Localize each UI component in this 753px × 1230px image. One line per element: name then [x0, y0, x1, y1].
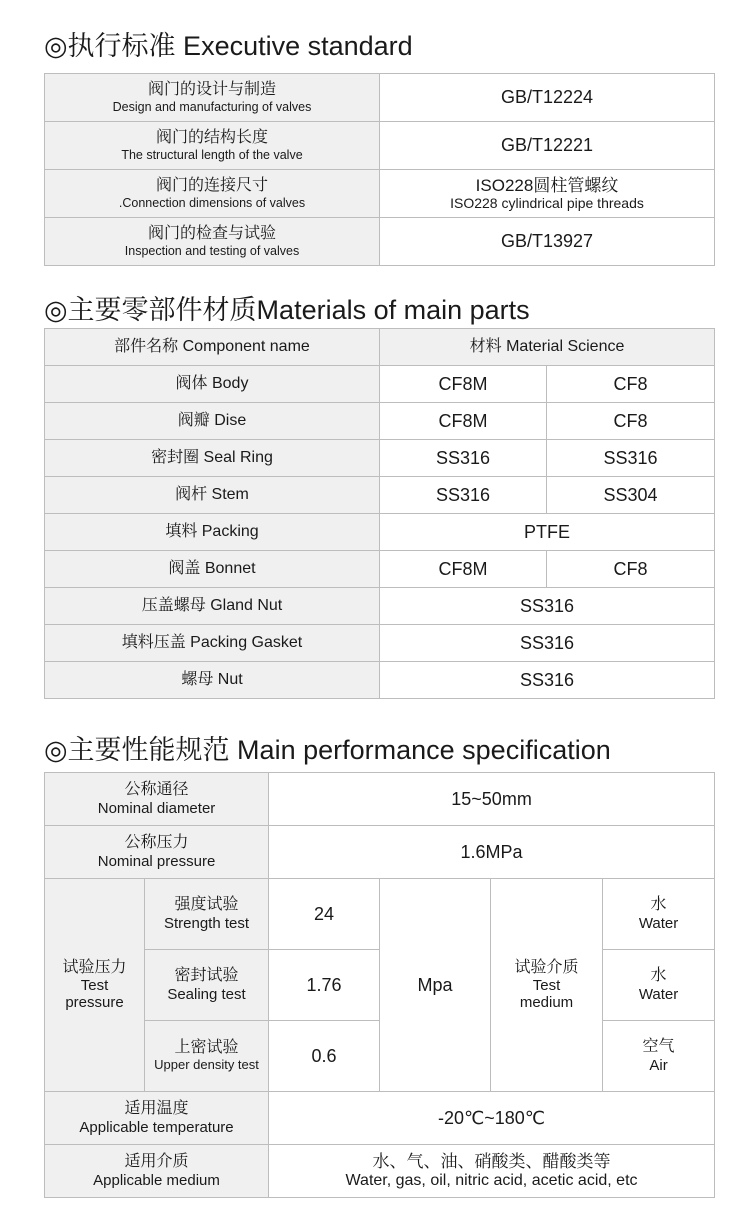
table-row	[45, 1145, 715, 1198]
standard-label-cn: 阀门的检查与试验	[147, 225, 276, 243]
upper-density-test-label	[145, 1021, 269, 1092]
table-row	[45, 170, 715, 218]
upper-density-test-medium	[603, 1021, 715, 1092]
label-en: Test	[80, 976, 109, 994]
materials-title: ◎主要零部件材质Materials of main parts	[44, 295, 530, 325]
table-row	[45, 625, 715, 662]
part-name: 阀盖 Bonnet	[45, 551, 380, 588]
executive-standard-title: ◎执行标准 Executive standard	[44, 31, 413, 61]
material-header: 材料 Material Science	[380, 329, 715, 366]
label-cn: 上密试验	[174, 1039, 239, 1057]
standard-label	[45, 74, 380, 122]
pressure-unit: Mpa	[380, 879, 491, 1092]
table-row	[45, 218, 715, 266]
strength-test-label	[145, 879, 269, 950]
label-cn: 强度试验	[174, 896, 239, 914]
part-name: 密封圈 Seal Ring	[45, 440, 380, 477]
materials-table	[44, 328, 715, 699]
standard-value: GB/T12224	[380, 74, 715, 122]
nominal-diameter-label	[45, 773, 269, 826]
table-row	[45, 879, 715, 950]
standard-label-cn: 阀门的结构长度	[155, 129, 268, 147]
table-row	[45, 1092, 715, 1145]
label-en: Applicable medium	[93, 1171, 220, 1189]
material-value: CF8M	[380, 366, 547, 403]
performance-title: ◎主要性能规范 Main performance specification	[44, 735, 611, 765]
test-pressure-label	[45, 879, 145, 1092]
material-value: SS316	[380, 588, 715, 625]
label-en: Strength test	[163, 914, 250, 932]
part-name: 螺母 Nut	[45, 662, 380, 699]
upper-density-test-value: 0.6	[269, 1021, 380, 1092]
table-row	[45, 477, 715, 514]
table-row	[45, 74, 715, 122]
material-value: SS316	[380, 625, 715, 662]
medium-cn: 空气	[642, 1038, 675, 1056]
medium-en: Water	[638, 985, 679, 1003]
medium-label	[45, 1145, 269, 1198]
table-row	[45, 122, 715, 170]
standard-value-cn: ISO228圆柱管螺纹	[475, 175, 619, 195]
material-value: SS316	[380, 662, 715, 699]
material-value: CF8	[547, 551, 715, 588]
label-en: medium	[519, 994, 574, 1012]
material-value: SS304	[547, 477, 715, 514]
label-cn: 试验压力	[62, 958, 127, 976]
label-cn: 适用介质	[124, 1153, 189, 1171]
standard-value-en: ISO228 cylindrical pipe threads	[450, 195, 644, 212]
label-cn: 试验介质	[514, 958, 579, 976]
table-row	[45, 514, 715, 551]
nominal-pressure-value: 1.6MPa	[269, 826, 715, 879]
part-name: 阀瓣 Dise	[45, 403, 380, 440]
standard-label	[45, 218, 380, 266]
label-en: pressure	[65, 994, 124, 1012]
temperature-label	[45, 1092, 269, 1145]
performance-table	[44, 772, 715, 1198]
nominal-diameter-value: 15~50mm	[269, 773, 715, 826]
part-name: 压盖螺母 Gland Nut	[45, 588, 380, 625]
standard-label	[45, 170, 380, 218]
medium-en: Air	[649, 1056, 668, 1074]
label-cn: 密封试验	[174, 967, 239, 985]
table-row	[45, 551, 715, 588]
nominal-pressure-label	[45, 826, 269, 879]
standard-label-en: .Connection dimensions of valves	[118, 195, 306, 210]
temperature-value: -20℃~180℃	[269, 1092, 715, 1145]
part-name: 阀杆 Stem	[45, 477, 380, 514]
table-row	[45, 440, 715, 477]
material-value: PTFE	[380, 514, 715, 551]
standard-value	[380, 170, 715, 218]
standard-label-en: Design and manufacturing of valves	[112, 99, 312, 114]
table-row	[45, 826, 715, 879]
part-name: 填料 Packing	[45, 514, 380, 551]
material-value: SS316	[380, 477, 547, 514]
standard-label-cn: 阀门的连接尺寸	[155, 177, 268, 195]
label-cn: 公称压力	[124, 834, 189, 852]
medium-cn: 水	[650, 967, 667, 985]
sealing-test-medium	[603, 950, 715, 1021]
material-value: CF8	[547, 403, 715, 440]
standard-value: GB/T13927	[380, 218, 715, 266]
label-en: Test	[532, 976, 561, 994]
label-en: Sealing test	[167, 985, 246, 1003]
table-row	[45, 366, 715, 403]
material-value: SS316	[380, 440, 547, 477]
label-en: Upper density test	[154, 1056, 259, 1072]
standard-label-en: Inspection and testing of valves	[124, 243, 300, 258]
sealing-test-label	[145, 950, 269, 1021]
table-row	[45, 588, 715, 625]
standard-label-cn: 阀门的设计与制造	[147, 81, 276, 99]
medium-value-cn: 水、气、油、硝酸类、醋酸类等	[372, 1152, 611, 1172]
strength-test-medium	[603, 879, 715, 950]
label-en: Nominal pressure	[97, 852, 216, 870]
table-row	[45, 773, 715, 826]
medium-cn: 水	[650, 896, 667, 914]
material-value: SS316	[547, 440, 715, 477]
standard-label-en: The structural length of the valve	[121, 147, 303, 162]
label-en: Applicable temperature	[79, 1118, 234, 1136]
test-medium-label	[491, 879, 603, 1092]
medium-value	[269, 1145, 715, 1198]
table-header-row	[45, 329, 715, 366]
medium-en: Water	[638, 914, 679, 932]
executive-standard-table	[44, 73, 715, 266]
medium-value-en: Water, gas, oil, nitric acid, acetic acid, etc	[345, 1171, 638, 1189]
sealing-test-value: 1.76	[269, 950, 380, 1021]
material-value: CF8M	[380, 551, 547, 588]
label-cn: 公称通径	[124, 781, 189, 799]
material-value: CF8M	[380, 403, 547, 440]
table-row	[45, 662, 715, 699]
part-name: 填料压盖 Packing Gasket	[45, 625, 380, 662]
part-name: 阀体 Body	[45, 366, 380, 403]
label-en: Nominal diameter	[97, 799, 216, 817]
strength-test-value: 24	[269, 879, 380, 950]
label-cn: 适用温度	[124, 1100, 189, 1118]
standard-value: GB/T12221	[380, 122, 715, 170]
standard-label	[45, 122, 380, 170]
material-value: CF8	[547, 366, 715, 403]
table-row	[45, 403, 715, 440]
component-name-header: 部件名称 Component name	[45, 329, 380, 366]
